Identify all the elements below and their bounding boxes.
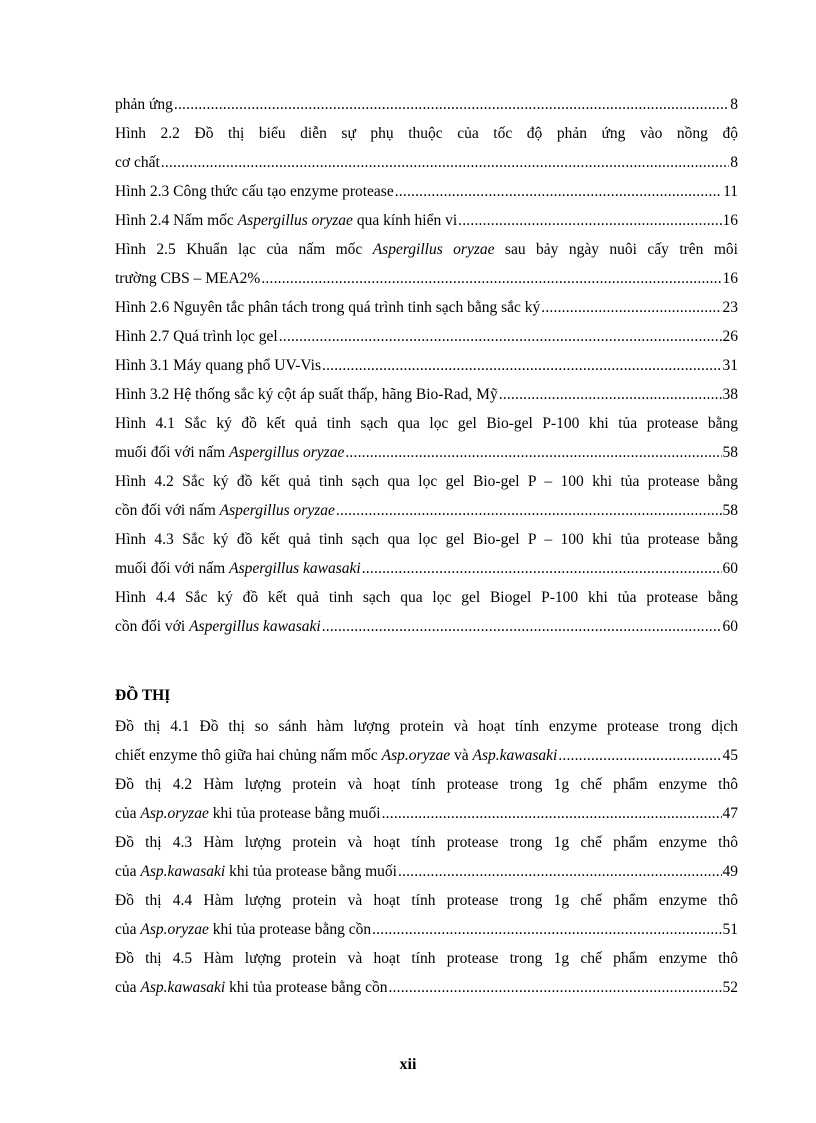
species-name: Asp.oryzae <box>140 921 209 938</box>
figure-entry-line <box>115 235 738 264</box>
leader-dots <box>174 90 729 119</box>
figure-entry-text: Hình 4.3 Sắc ký đồ kết quả tinh sạch qua lọc gel Bio-gel P – 100 khi tủa protease bằng <box>115 531 738 548</box>
figure-page-number: 16 <box>722 270 738 287</box>
graph-entry-text: Đồ thị 4.2 Hàm lượng protein và hoạt tính protease trong 1g chế phẩm enzyme thô <box>115 776 738 793</box>
figure-entry[interactable] <box>115 409 738 467</box>
graph-entry-line <box>115 886 738 915</box>
figure-page-number: 16 <box>722 212 738 229</box>
graph-entry-text: của Asp.oryzae khi tủa protease bằng cồn <box>115 921 372 938</box>
species-name: Asp.kawasaki <box>472 747 558 764</box>
graph-entry-line <box>115 712 738 741</box>
figure-entry-text: muối đối với nấm Aspergillus kawasaki <box>115 560 361 577</box>
graph-page-number: 51 <box>722 921 738 938</box>
section-gap <box>115 641 738 680</box>
figure-entry-line <box>115 467 738 496</box>
figure-entry[interactable] <box>115 583 738 641</box>
figure-entry-text: Hình 2.2 Đồ thị biểu diễn sự phụ thuộc của tốc độ phản ứng vào nồng độ <box>115 125 738 142</box>
graph-entry-text: của Asp.oryzae khi tủa protease bằng muối <box>115 805 381 822</box>
graph-entry-text: của Asp.kawasaki khi tủa protease bằng cồn <box>115 979 388 996</box>
graph-entry-line <box>115 741 738 770</box>
graph-entry-line <box>115 799 738 828</box>
graph-entry[interactable] <box>115 828 738 886</box>
species-name: Aspergillus oryzae <box>229 444 345 461</box>
graph-entry-line <box>115 828 738 857</box>
species-name: Aspergillus kawasaki <box>229 560 361 577</box>
leader-dots <box>558 741 721 770</box>
species-name: Aspergillus oryzae <box>219 502 335 519</box>
figure-entry-line <box>115 177 738 206</box>
figure-entry[interactable] <box>115 467 738 525</box>
figure-page-number: 31 <box>722 357 738 374</box>
leader-dots <box>541 293 721 322</box>
figure-entry-text: Hình 2.4 Nấm mốc Aspergillus oryzae qua kính hiển vi <box>115 212 458 229</box>
leader-dots <box>322 351 721 380</box>
figure-list <box>115 90 738 641</box>
leader-dots <box>362 554 722 583</box>
figure-entry-line <box>115 583 738 612</box>
figure-entry-text: Hình 4.1 Sắc ký đồ kết quả tinh sạch qua lọc gel Bio-gel P-100 khi tủa protease bằng <box>115 415 738 432</box>
graph-page-number: 47 <box>722 805 738 822</box>
species-name: Asp.oryzae <box>140 805 209 822</box>
species-name: Aspergillus oryzae <box>237 212 353 229</box>
figure-entry[interactable] <box>115 177 738 206</box>
figure-entry-text: Hình 2.7 Quá trình lọc gel <box>115 328 278 345</box>
graph-entry-text: Đồ thị 4.5 Hàm lượng protein và hoạt tính protease trong 1g chế phẩm enzyme thô <box>115 950 738 967</box>
species-name: Aspergillus kawasaki <box>189 618 321 635</box>
graph-entry-line <box>115 944 738 973</box>
graph-entry-line <box>115 857 738 886</box>
graphs-section-title: ĐỒ THỊ <box>115 687 171 704</box>
figure-entry-text: Hình 3.1 Máy quang phổ UV-Vis <box>115 357 322 374</box>
leader-dots <box>261 264 721 293</box>
species-name: Asp.kawasaki <box>140 863 226 880</box>
figure-page-number: 58 <box>722 444 738 461</box>
figure-page-number: 60 <box>722 560 738 577</box>
figure-entry-line <box>115 612 738 641</box>
figure-entry-line <box>115 496 738 525</box>
figure-entry-line <box>115 554 738 583</box>
species-name: Asp.kawasaki <box>140 979 226 996</box>
figure-entry-line <box>115 264 738 293</box>
figure-page-number: 11 <box>723 183 738 200</box>
figure-entry[interactable] <box>115 351 738 380</box>
leader-dots <box>322 612 722 641</box>
figure-entry[interactable] <box>115 322 738 351</box>
figure-entry[interactable] <box>115 90 738 119</box>
figure-entry-text: Hình 4.2 Sắc ký đồ kết quả tinh sạch qua lọc gel Bio-gel P – 100 khi tủa protease bằng <box>115 473 738 490</box>
graph-entry[interactable] <box>115 886 738 944</box>
figure-entry-text: Hình 2.3 Công thức cấu tạo enzyme protease <box>115 183 394 200</box>
figure-entry[interactable] <box>115 119 738 177</box>
leader-dots <box>345 438 721 467</box>
graph-entry[interactable] <box>115 770 738 828</box>
figure-entry-line <box>115 119 738 148</box>
figure-page-number: 23 <box>722 299 738 316</box>
figure-entry[interactable] <box>115 206 738 235</box>
figure-entry[interactable] <box>115 235 738 293</box>
figure-page-number: 60 <box>722 618 738 635</box>
graph-entry[interactable] <box>115 944 738 1002</box>
leader-dots <box>382 799 722 828</box>
figure-entry[interactable] <box>115 293 738 322</box>
leader-dots <box>372 915 721 944</box>
page-number: xii <box>399 1056 417 1073</box>
figure-entry-line <box>115 351 738 380</box>
graph-entry-text: Đồ thị 4.4 Hàm lượng protein và hoạt tính protease trong 1g chế phẩm enzyme thô <box>115 892 738 909</box>
graph-list <box>115 712 738 1002</box>
figure-page-number: 58 <box>722 502 738 519</box>
figure-entry-line <box>115 525 738 554</box>
figure-entry[interactable] <box>115 525 738 583</box>
leader-dots <box>395 177 722 206</box>
species-name: Aspergillus oryzae <box>372 241 495 258</box>
figure-entry-text: Hình 2.5 Khuẩn lạc của nấm mốc Aspergillus oryzae sau bảy ngày nuôi cấy trên môi <box>115 241 738 258</box>
graph-page-number: 52 <box>722 979 738 996</box>
graph-entry-text: chiết enzyme thô giữa hai chủng nấm mốc Asp.oryzae và Asp.kawasaki <box>115 747 558 764</box>
figure-entry-text: cồn đối với Aspergillus kawasaki <box>115 618 321 635</box>
figure-page-number: 8 <box>730 96 738 113</box>
leader-dots <box>336 496 722 525</box>
graph-entry-line <box>115 915 738 944</box>
leader-dots <box>398 857 722 886</box>
species-name: Asp.oryzae <box>381 747 451 764</box>
figure-entry-text: phản ứng <box>115 96 173 113</box>
graph-entry-text: Đồ thị 4.1 Đồ thị so sánh hàm lượng protein và hoạt tính enzyme protease trong dịch <box>115 718 738 735</box>
figure-entry-line <box>115 90 738 119</box>
figure-entry-line <box>115 206 738 235</box>
graph-page-number: 45 <box>722 747 738 764</box>
figure-entry-line <box>115 438 738 467</box>
graph-entry-line <box>115 973 738 1002</box>
leader-dots <box>458 206 721 235</box>
figure-entry-line <box>115 148 738 177</box>
figure-entry-text: Hình 4.4 Sắc ký đồ kết quả tinh sạch qua lọc gel Biogel P-100 khi tủa protease bằng <box>115 589 738 606</box>
figure-entry-line <box>115 409 738 438</box>
toc-page <box>115 90 738 1002</box>
figure-entry-text: Hình 3.2 Hệ thống sắc ký cột áp suất thấp, hãng Bio-Rad, Mỹ <box>115 386 498 403</box>
graph-entry-text: Đồ thị 4.3 Hàm lượng protein và hoạt tính protease trong 1g chế phẩm enzyme thô <box>115 834 738 851</box>
leader-dots <box>388 973 721 1002</box>
figure-entry-text: muối đối với nấm Aspergillus oryzae <box>115 444 345 461</box>
figure-page-number: 8 <box>730 154 738 171</box>
graph-entry-text: của Asp.kawasaki khi tủa protease bằng muối <box>115 863 397 880</box>
leader-dots <box>161 148 729 177</box>
leader-dots <box>279 322 722 351</box>
figure-entry[interactable] <box>115 380 738 409</box>
figure-page-number: 38 <box>722 386 738 403</box>
figure-entry-text: cồn đối với nấm Aspergillus oryzae <box>115 502 335 519</box>
leader-dots <box>499 380 722 409</box>
figure-entry-text: trường CBS – MEA2% <box>115 270 261 287</box>
graph-entry[interactable] <box>115 712 738 770</box>
figure-entry-line <box>115 322 738 351</box>
graph-page-number: 49 <box>722 863 738 880</box>
figure-entry-line <box>115 293 738 322</box>
figure-entry-text: cơ chất <box>115 154 160 171</box>
graph-entry-line <box>115 770 738 799</box>
figure-entry-line <box>115 380 738 409</box>
figure-page-number: 26 <box>722 328 738 345</box>
figure-entry-text: Hình 2.6 Nguyên tắc phân tách trong quá trình tinh sạch bằng sắc ký <box>115 299 541 316</box>
